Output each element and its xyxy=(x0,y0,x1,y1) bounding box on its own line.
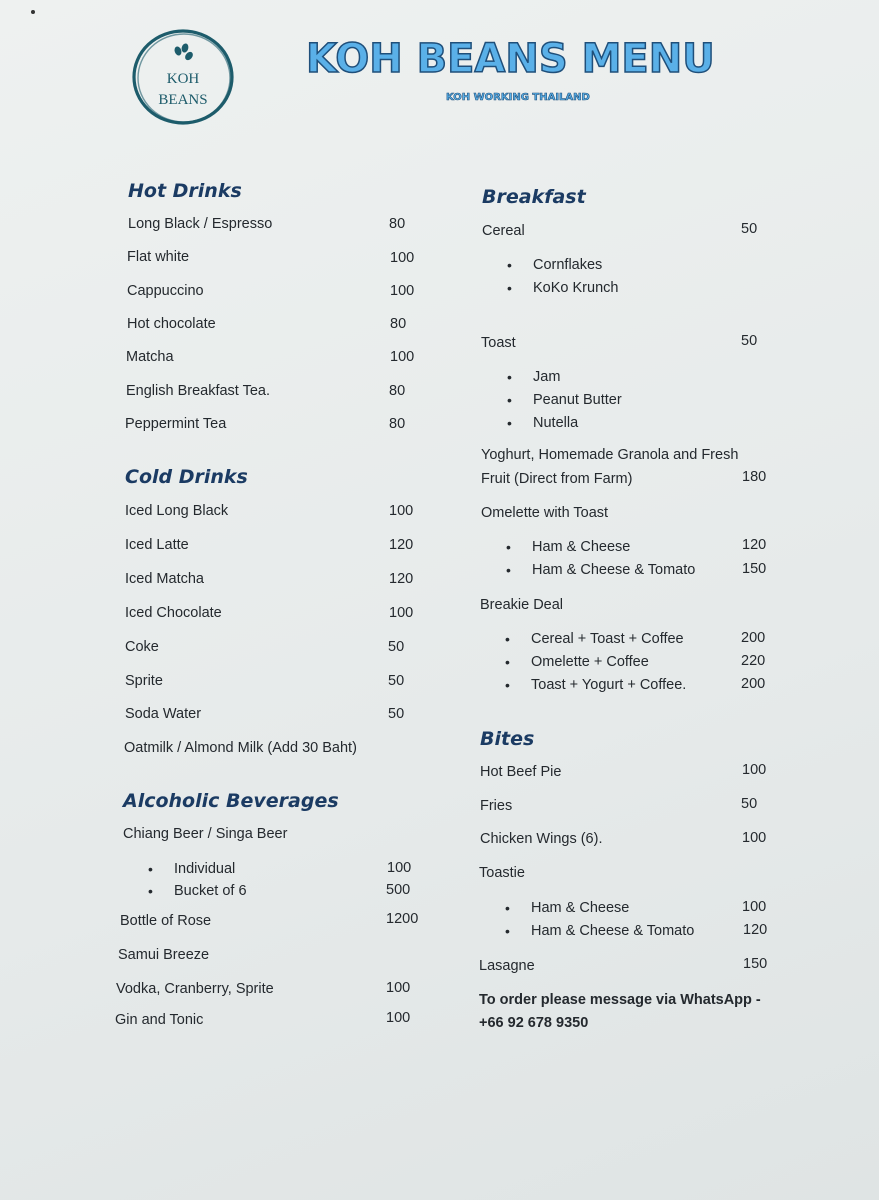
menu-item-price: 100 xyxy=(390,250,415,266)
menu-item-price: 50 xyxy=(388,639,405,655)
omelette-option-name: • Ham & Cheese & Tomato xyxy=(532,562,695,578)
menu-item-name: Long Black / Espresso xyxy=(128,216,273,232)
toastie-option-price: 120 xyxy=(743,922,768,938)
menu-subtitle: KOH WORKING THAILAND xyxy=(446,92,590,103)
toastie-option-name: • Ham & Cheese & Tomato xyxy=(531,923,694,939)
deal-option-name: • Toast + Yogurt + Coffee. xyxy=(531,677,686,693)
menu-item-price: 50 xyxy=(388,706,405,722)
menu-item-name: Flat white xyxy=(127,249,190,265)
menu-item-price: 100 xyxy=(390,349,415,365)
menu-item-name: Peppermint Tea xyxy=(125,416,227,432)
deal-option-name: • Cereal + Toast + Coffee xyxy=(531,631,684,647)
menu-item-name: Hot Beef Pie xyxy=(480,764,562,780)
menu-item-price: 150 xyxy=(743,956,768,972)
toast-option: • Peanut Butter xyxy=(533,392,622,408)
menu-item-name: Sprite xyxy=(125,673,163,689)
deal-option-price: 220 xyxy=(741,653,766,669)
menu-item-name: Soda Water xyxy=(125,706,202,722)
logo-ring-icon xyxy=(130,26,236,128)
beer-option-price: 500 xyxy=(386,882,411,898)
alcoholic-heading: Alcoholic Beverages xyxy=(123,790,339,812)
deal-option-price: 200 xyxy=(741,676,766,692)
menu-item-name: Iced Chocolate xyxy=(125,605,222,621)
menu-item-price: 80 xyxy=(389,416,406,432)
menu-item-price: 1200 xyxy=(386,911,419,927)
menu-item-price: 100 xyxy=(742,830,767,846)
menu-item-price: 80 xyxy=(390,316,407,332)
menu-item-price: 120 xyxy=(389,537,414,553)
menu-item-name: Omelette with Toast xyxy=(481,505,609,521)
menu-item-price: 100 xyxy=(390,283,415,299)
deal-option-name: • Omelette + Coffee xyxy=(531,654,649,670)
menu-item-name: Fries xyxy=(480,798,513,814)
menu-item-name: Cappuccino xyxy=(127,283,204,299)
beer-option-price: 100 xyxy=(387,860,412,876)
menu-item-name: Cereal xyxy=(482,223,525,239)
omelette-option-price: 120 xyxy=(742,537,767,553)
toastie-option-name: • Ham & Cheese xyxy=(531,900,629,916)
menu-item-name: Vodka, Cranberry, Sprite xyxy=(116,981,274,997)
cereal-option: • KoKo Krunch xyxy=(533,280,618,296)
logo-text-beans: BEANS xyxy=(158,92,208,108)
toast-option: • Nutella xyxy=(533,415,578,431)
toastie-option-price: 100 xyxy=(742,899,767,915)
yoghurt-line2: Fruit (Direct from Farm) xyxy=(481,471,633,487)
menu-item-price: 120 xyxy=(389,571,414,587)
menu-item-price: 50 xyxy=(741,796,758,812)
menu-item-price: 100 xyxy=(389,503,414,519)
menu-item-price: 50 xyxy=(388,673,405,689)
menu-item-name: Toastie xyxy=(479,865,525,881)
omelette-option-price: 150 xyxy=(742,561,767,577)
coffee-bean-icon xyxy=(173,43,194,62)
menu-item-price: 80 xyxy=(389,216,406,232)
menu-title: KOH BEANS MENU xyxy=(306,36,715,82)
menu-item-price: 100 xyxy=(386,980,411,996)
yoghurt-line1: Yoghurt, Homemade Granola and Fresh xyxy=(481,447,739,463)
beer-item: Chiang Beer / Singa Beer xyxy=(123,826,288,842)
menu-item-name: Toast xyxy=(481,335,516,351)
koh-beans-logo xyxy=(130,26,236,128)
menu-item-price: 50 xyxy=(741,221,758,237)
menu-item-name: English Breakfast Tea. xyxy=(126,383,271,399)
beer-option-name: • Individual xyxy=(174,861,235,877)
toast-option: • Jam xyxy=(533,369,560,385)
menu-item-name: Lasagne xyxy=(479,958,535,974)
hot-drinks-heading: Hot Drinks xyxy=(128,180,242,202)
menu-item-price: 80 xyxy=(389,383,406,399)
menu-item-name: Iced Matcha xyxy=(125,571,204,587)
bites-heading: Bites xyxy=(480,728,535,750)
menu-item-price: 100 xyxy=(742,762,767,778)
whatsapp-number: +66 92 678 9350 xyxy=(479,1015,589,1031)
menu-item-name: Samui Breeze xyxy=(118,947,210,963)
menu-item-name: Chicken Wings (6). xyxy=(480,831,603,847)
menu-item-name: Iced Long Black xyxy=(125,503,229,519)
cereal-option: • Cornflakes xyxy=(533,257,602,273)
menu-item-price: 100 xyxy=(389,605,414,621)
beer-option-name: • Bucket of 6 xyxy=(174,883,247,899)
menu-item-name: Gin and Tonic xyxy=(115,1012,204,1028)
menu-item-price: 180 xyxy=(742,469,767,485)
milk-note: Oatmilk / Almond Milk (Add 30 Baht) xyxy=(124,740,357,756)
order-instructions: To order please message via WhatsApp - xyxy=(479,992,761,1008)
menu-item-name: Coke xyxy=(125,639,159,655)
deal-option-price: 200 xyxy=(741,630,766,646)
menu-item-name: Bottle of Rose xyxy=(120,913,212,929)
corner-dot xyxy=(31,10,35,14)
menu-item-name: Breakie Deal xyxy=(480,597,564,613)
menu-item-name: Iced Latte xyxy=(125,537,189,553)
menu-item-name: Matcha xyxy=(126,349,174,365)
menu-item-price: 100 xyxy=(386,1010,411,1026)
cold-drinks-heading: Cold Drinks xyxy=(125,466,248,488)
omelette-option-name: • Ham & Cheese xyxy=(532,539,630,555)
menu-item-name: Hot chocolate xyxy=(127,316,216,332)
breakfast-heading: Breakfast xyxy=(482,186,586,208)
logo-text-koh: KOH xyxy=(166,71,200,87)
menu-item-price: 50 xyxy=(741,333,758,349)
